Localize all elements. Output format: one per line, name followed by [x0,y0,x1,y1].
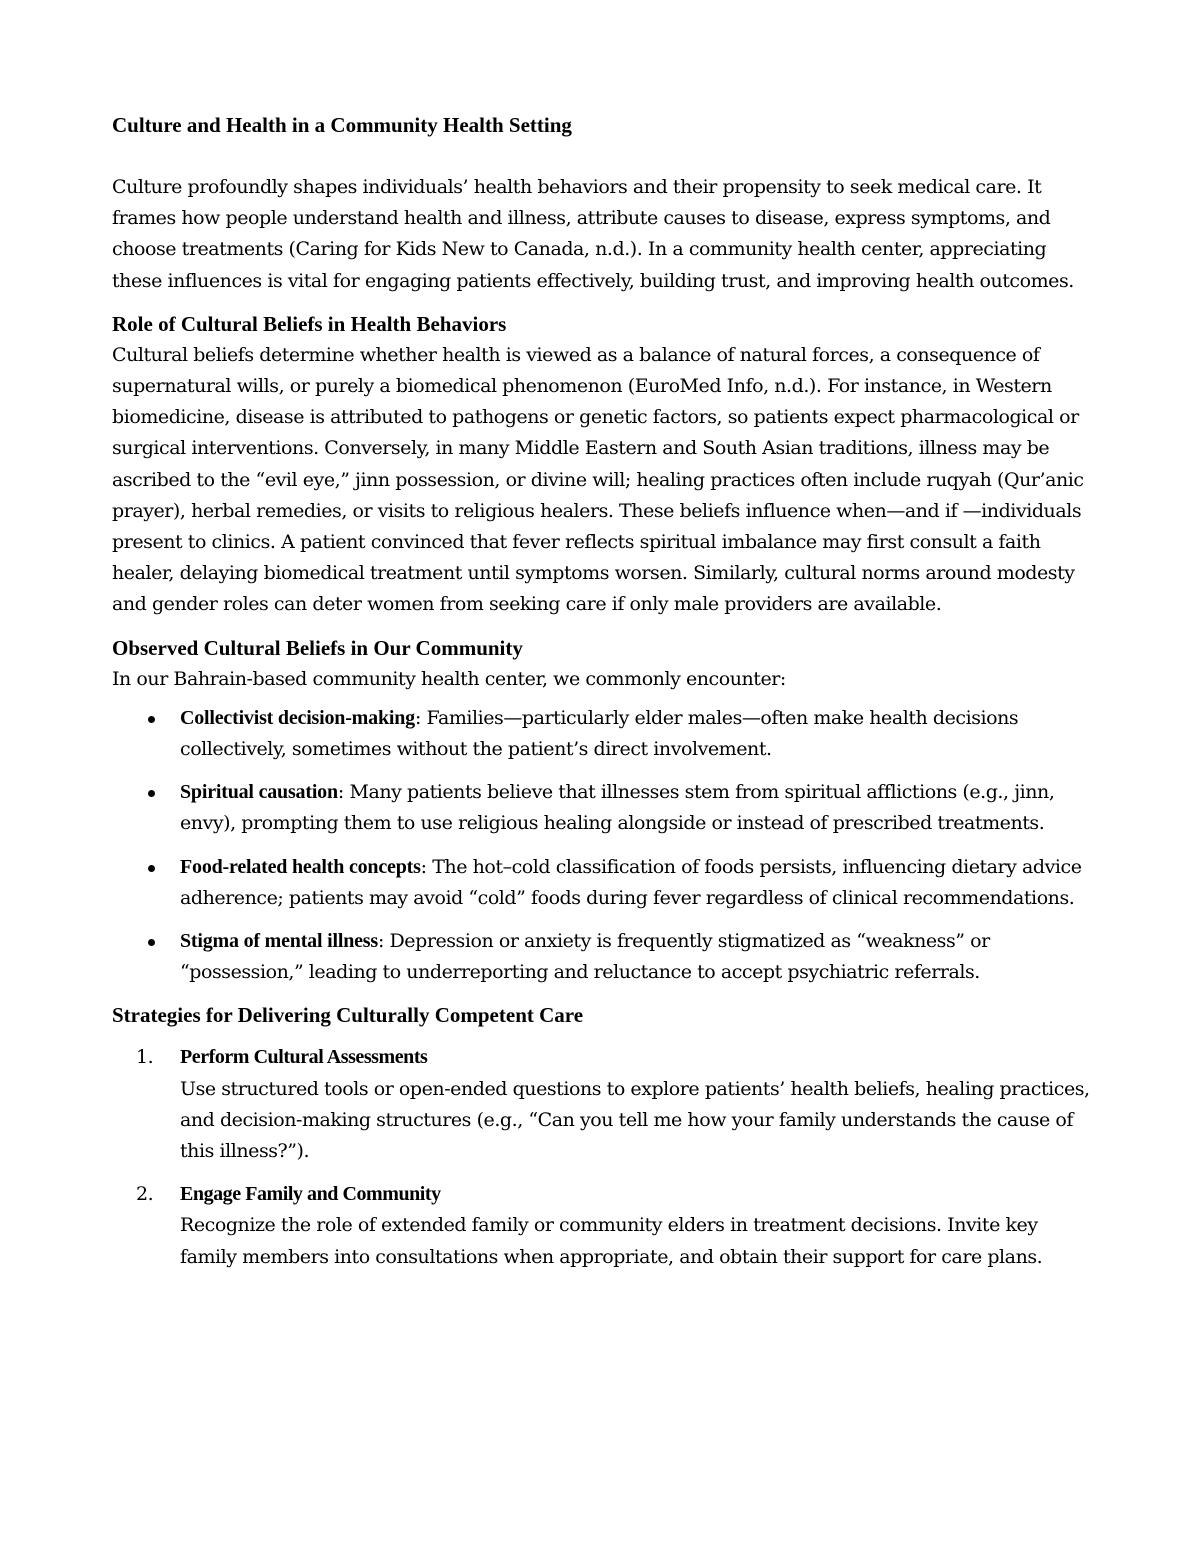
strategies-list [112,1042,1092,1272]
strategy-title: Engage Family and Community [180,1183,441,1206]
list-item-term: Spiritual causation [180,781,338,804]
observed-heading: Observed Cultural Beliefs in Our Community [112,635,523,660]
document-title: Culture and Health in a Community Health Setting [112,113,572,137]
strategy-title: Perform Cultural Assessments [180,1046,428,1069]
bullet-icon [148,790,155,797]
list-item-term: Stigma of mental illness [180,930,378,953]
list-item [180,852,1092,914]
list-item [180,777,1092,839]
bullet-icon [148,716,155,723]
strategy-number: 2. [136,1183,154,1206]
observed-section [112,633,1092,989]
strategy-item [136,1179,1092,1273]
strategy-text: Use structured tools or open-ended questions to explore patients’ health beliefs, healing practices, and decision-making structures (e.g., “Can you tell me how your family understands the cause of this illness?”). [180,1077,1090,1163]
document-page [112,110,1092,1285]
list-item-text: : The hot–cold classification of foods persists, influencing dietary advice adherence; patients may avoid “cold” foods during fever regardless of clinical recommendations. [180,855,1082,909]
list-item-term: Collectivist decision-making [180,706,415,729]
list-item-text: : Depression or anxiety is frequently stigmatized as “weakness” or “possession,” leading to underreporting and reluctance to accept psychiatric referrals. [180,930,990,984]
bullet-icon [148,939,155,946]
observed-list [112,703,1092,989]
role-paragraph: Cultural beliefs determine whether health is viewed as a balance of natural forces, a consequence of supernatural wills, or purely a biomedical phenomenon (EuroMed Info, n.d.). For instance, in Western biomedicine, disease is attributed to pathogens or genetic factors, so patients expect pharmacological or surgical interventions. Conversely, in many Middle Eastern and South Asian traditions, illness may be ascribed to the “evil eye,” jinn possession, or divine will; healing practices often include ruqyah (Qur’anic prayer), herbal remedies, or visits to religious healers. These beliefs influence when—and if —individuals present to clinics. A patient convinced that fever reflects spiritual imbalance may first consult a faith healer, delaying biomedical treatment until symptoms worsen. Similarly, cultural norms around modesty and gender roles can deter women from seeking care if only male providers are available. [112,343,1084,616]
observed-intro: In our Bahrain-based community health center, we commonly encounter: [112,667,786,690]
bullet-icon [148,865,155,872]
list-item-term: Food-related health concepts [180,855,421,878]
strategies-heading: Strategies for Delivering Culturally Competent Care [112,1003,584,1028]
list-item [180,703,1092,765]
intro-paragraph: Culture profoundly shapes individuals’ health behaviors and their propensity to seek medical care. It frames how people understand health and illness, attribute causes to disease, express symptoms, and choose treatments (Caring for Kids New to Canada, n.d.). In a community health center, appreciating these influences is vital for engaging patients effectively, building trust, and improving health outcomes. [112,176,1074,292]
strategy-text: Recognize the role of extended family or community elders in treatment decisions. Invite key family members into consultations when appropriate, and obtain their support for care plans. [180,1214,1043,1268]
list-item [180,926,1092,988]
strategies-section [112,1000,1092,1272]
role-heading: Role of Cultural Beliefs in Health Behaviors [112,311,507,336]
strategy-number: 1. [136,1046,154,1069]
list-item-text: : Many patients believe that illnesses stem from spiritual afflictions (e.g., jinn, envy), prompting them to use religious healing alongside or instead of prescribed treatments. [180,781,1055,835]
list-item-text: : Families—particularly elder males—often make health decisions collectively, sometimes without the patient’s direct involvement. [180,706,1019,761]
strategy-item [136,1042,1092,1167]
role-section [112,309,1092,621]
